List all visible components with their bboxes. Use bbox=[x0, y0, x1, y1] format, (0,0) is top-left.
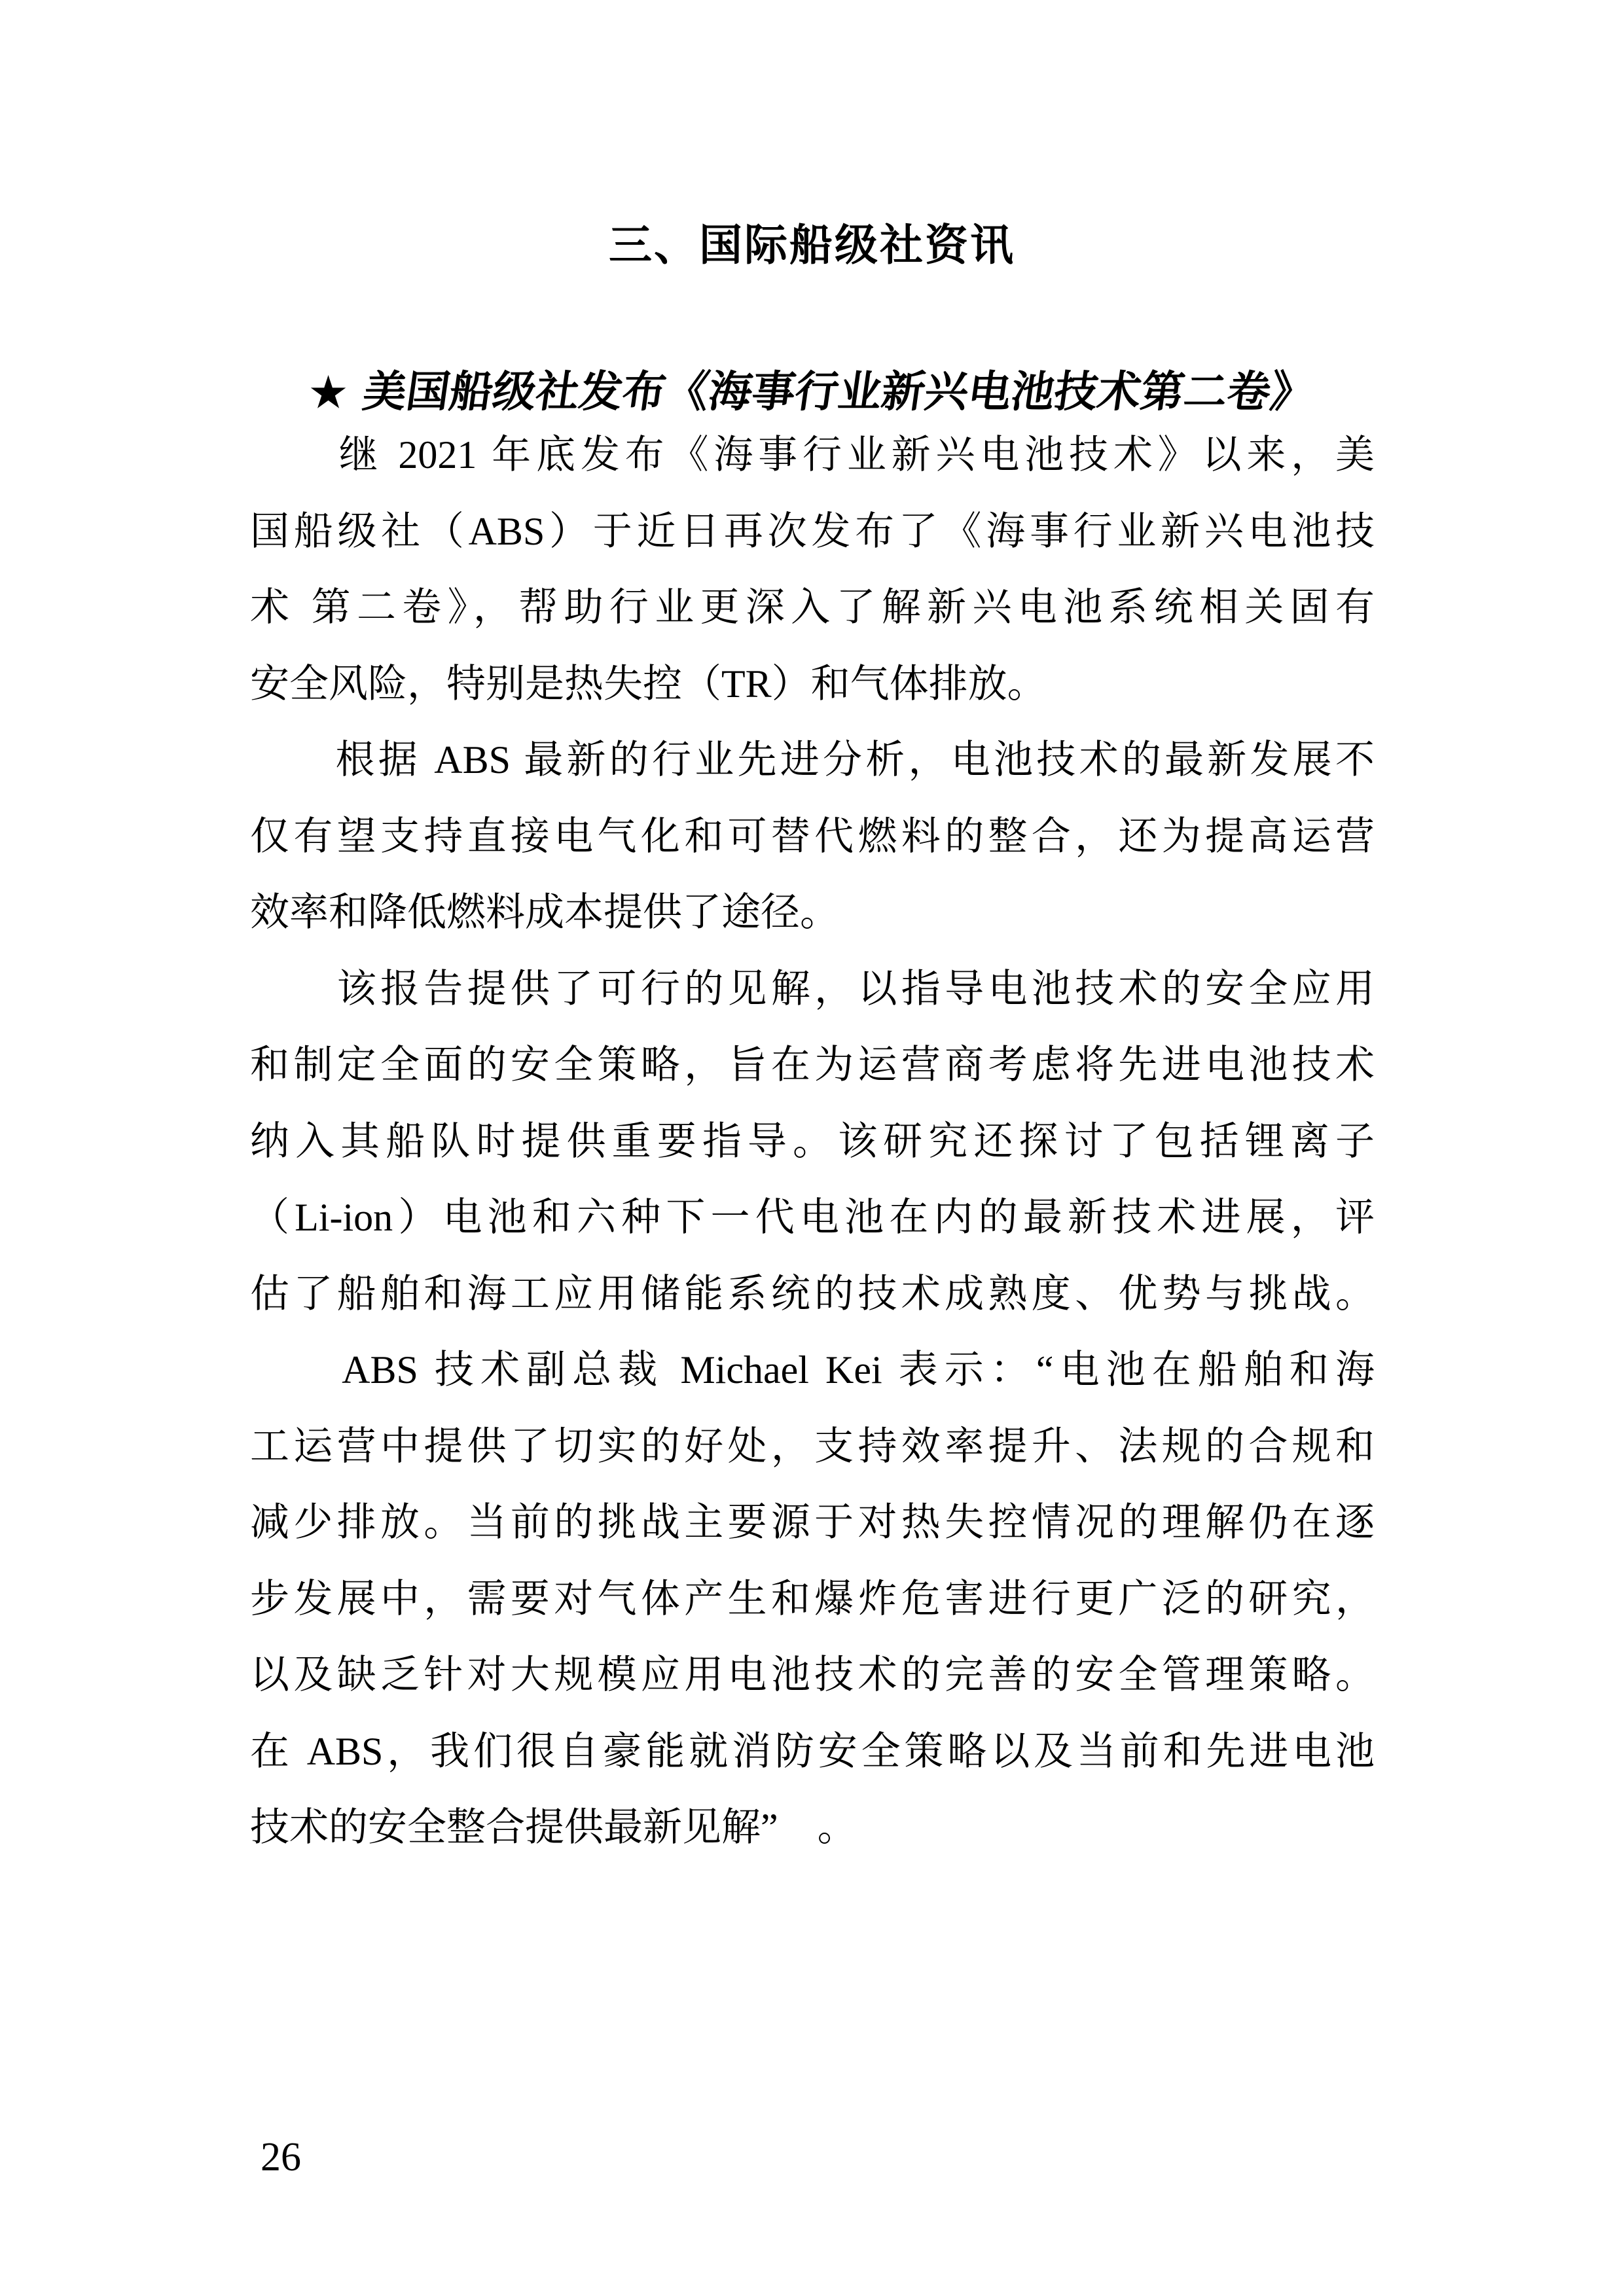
text-line: 继 2021 年底发布《海事行业新兴电池技术》以来，美 bbox=[250, 433, 1375, 476]
text-line: 术 第二卷》，帮助行业更深入了解新兴电池系统相关固有 bbox=[250, 586, 1375, 629]
text-line: 纳入其船队时提供重要指导。该研究还探讨了包括锂离子 bbox=[250, 1119, 1375, 1163]
text-line: 步发展中，需要对气体产生和爆炸危害进行更广泛的研究， bbox=[250, 1577, 1375, 1621]
text-line: 仅有望支持直接电气化和可替代燃料的整合，还为提高运营 bbox=[250, 814, 1375, 858]
article-heading-text: 美国船级社发布《海事行业新兴电池技术第二卷》 bbox=[360, 368, 1318, 416]
text-line: 减少排放。当前的挑战主要源于对热失控情况的理解仍在逐 bbox=[250, 1501, 1375, 1544]
page-title: 三、国际船级社资讯 bbox=[609, 221, 1015, 269]
text-line: 在 ABS，我们很自豪能就消防安全策略以及当前和先进电池 bbox=[250, 1729, 1375, 1773]
text-line: 效率和降低燃料成本提供了途径。 bbox=[250, 891, 839, 934]
text-line: 技术的安全整合提供最新见解” 。 bbox=[250, 1806, 857, 1849]
text-line: （Li-ion）电池和六种下一代电池在内的最新技术进展，评 bbox=[250, 1196, 1375, 1239]
text-line: ABS 技术副总裁 Michael Kei 表示：“电池在船舶和海 bbox=[250, 1348, 1375, 1391]
article-heading bbox=[0, 368, 1624, 418]
text-line: 安全风险，特别是热失控（TR）和气体排放。 bbox=[250, 662, 1047, 706]
star-icon: ★ bbox=[310, 371, 347, 416]
body-text bbox=[250, 417, 1375, 1866]
text-line: 国船级社（ABS）于近日再次发布了《海事行业新兴电池技 bbox=[250, 509, 1375, 553]
page-number: 26 bbox=[261, 2135, 301, 2179]
text-line: 估了船舶和海工应用储能系统的技术成熟度、优势与挑战。 bbox=[250, 1272, 1375, 1316]
text-line: 工运营中提供了切实的好处，支持效率提升、法规的合规和 bbox=[250, 1424, 1375, 1468]
text-line: 根据 ABS 最新的行业先进分析，电池技术的最新发展不 bbox=[250, 738, 1375, 781]
text-line: 该报告提供了可行的见解，以指导电池技术的安全应用 bbox=[250, 967, 1375, 1011]
text-line: 和制定全面的安全策略，旨在为运营商考虑将先进电池技术 bbox=[250, 1043, 1375, 1086]
text-line: 以及缺乏针对大规模应用电池技术的完善的安全管理策略。 bbox=[250, 1653, 1375, 1696]
